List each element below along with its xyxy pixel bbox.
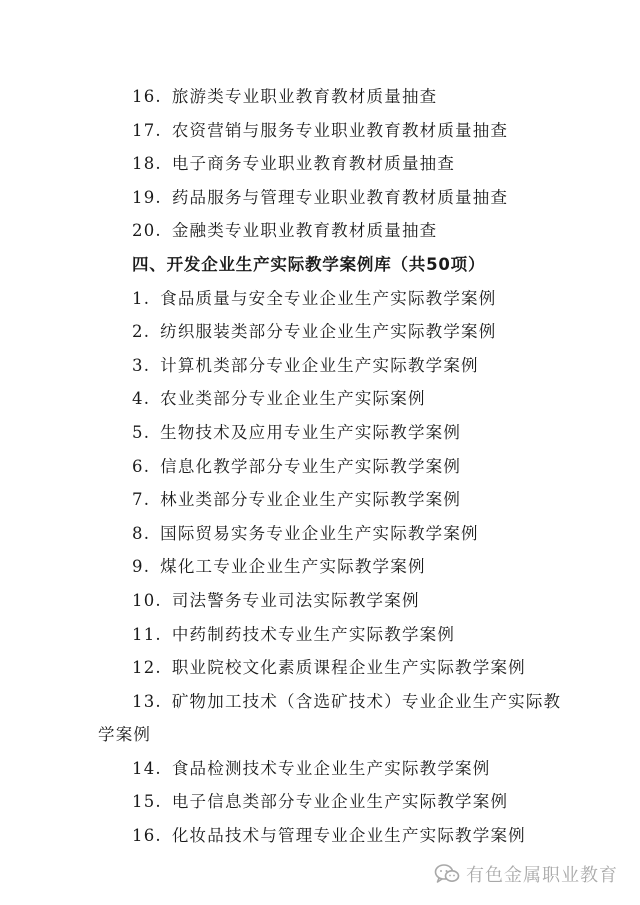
item-text: 电子信息类部分专业企业生产实际教学案例 bbox=[171, 792, 509, 812]
item-text: 信息化教学部分专业生产实际教学案例 bbox=[160, 456, 462, 476]
item-number: 5. bbox=[132, 422, 151, 442]
item-number: 13. bbox=[132, 691, 162, 711]
list-item bbox=[98, 550, 568, 584]
item-text: 纺织服装类部分专业企业生产实际教学案例 bbox=[160, 322, 497, 342]
wechat-icon bbox=[434, 863, 460, 885]
item-text: 生物技术及应用专业生产实际教学案例 bbox=[160, 422, 462, 442]
item-text: 林业类部分专业企业生产实际教学案例 bbox=[160, 490, 462, 510]
list-item bbox=[98, 181, 568, 215]
list-item bbox=[98, 517, 568, 551]
list-item bbox=[98, 349, 568, 383]
item-text: 食品检测技术专业企业生产实际教学案例 bbox=[171, 758, 491, 778]
list-item bbox=[98, 785, 568, 819]
list-item bbox=[98, 382, 568, 416]
item-number: 8. bbox=[132, 523, 151, 543]
item-number: 16. bbox=[132, 87, 162, 106]
item-number: 6. bbox=[132, 456, 151, 476]
item-number: 20. bbox=[132, 221, 162, 241]
list-item bbox=[98, 147, 568, 181]
item-number: 12. bbox=[132, 658, 162, 678]
item-number: 16. bbox=[132, 826, 162, 846]
list-item-wrapped bbox=[98, 685, 568, 719]
list-item bbox=[98, 651, 568, 685]
item-number: 2. bbox=[132, 322, 151, 342]
list-item bbox=[98, 752, 568, 786]
list-item bbox=[98, 416, 568, 450]
watermark bbox=[434, 861, 618, 887]
item-number: 1. bbox=[132, 288, 151, 308]
item-text: 矿物加工技术（含选矿技术）专业企业生产实际教 bbox=[171, 691, 562, 711]
list-item-continuation: 学案例 bbox=[98, 725, 152, 745]
item-number: 18. bbox=[132, 154, 162, 174]
item-number: 7. bbox=[132, 490, 151, 510]
list-item bbox=[98, 819, 568, 853]
list-item bbox=[98, 584, 568, 618]
list-item bbox=[98, 214, 568, 248]
item-text: 药品服务与管理专业职业教育教材质量抽查 bbox=[171, 187, 509, 207]
item-text: 国际贸易实务专业企业生产实际教学案例 bbox=[160, 523, 479, 543]
list-item bbox=[98, 114, 568, 148]
item-text: 职业院校文化素质课程企业生产实际教学案例 bbox=[171, 658, 526, 678]
item-text: 旅游类专业职业教育教材质量抽查 bbox=[171, 87, 438, 106]
item-text: 煤化工专业企业生产实际教学案例 bbox=[160, 557, 426, 577]
list-item bbox=[98, 80, 568, 114]
item-number: 10. bbox=[132, 590, 162, 610]
list-item bbox=[98, 618, 568, 652]
list-item bbox=[98, 282, 568, 316]
item-number: 17. bbox=[132, 120, 162, 140]
item-number: 3. bbox=[132, 355, 151, 375]
item-number: 4. bbox=[132, 389, 151, 409]
case-list bbox=[98, 80, 568, 853]
item-number: 15. bbox=[132, 792, 162, 812]
watermark-text: 有色金属职业教育 bbox=[466, 865, 618, 886]
item-number: 19. bbox=[132, 187, 162, 207]
item-text: 司法警务专业司法实际教学案例 bbox=[171, 590, 420, 610]
list-item bbox=[98, 483, 568, 517]
item-number: 9. bbox=[132, 557, 151, 577]
item-number: 14. bbox=[132, 758, 162, 778]
item-number: 11. bbox=[132, 624, 162, 644]
item-text: 金融类专业职业教育教材质量抽查 bbox=[171, 221, 438, 241]
item-text: 电子商务专业职业教育教材质量抽查 bbox=[171, 154, 456, 174]
section-heading: 四、开发企业生产实际教学案例库（共50项） bbox=[132, 254, 486, 274]
item-text: 化妆品技术与管理专业企业生产实际教学案例 bbox=[171, 826, 526, 846]
item-text: 中药制药技术专业生产实际教学案例 bbox=[171, 624, 456, 644]
list-item bbox=[98, 450, 568, 484]
item-text: 农业类部分专业企业生产实际案例 bbox=[160, 389, 426, 409]
item-text: 计算机类部分专业企业生产实际教学案例 bbox=[160, 355, 479, 375]
item-text: 食品质量与安全专业企业生产实际教学案例 bbox=[160, 288, 497, 308]
list-item bbox=[98, 315, 568, 349]
item-text: 农资营销与服务专业职业教育教材质量抽查 bbox=[171, 120, 509, 140]
